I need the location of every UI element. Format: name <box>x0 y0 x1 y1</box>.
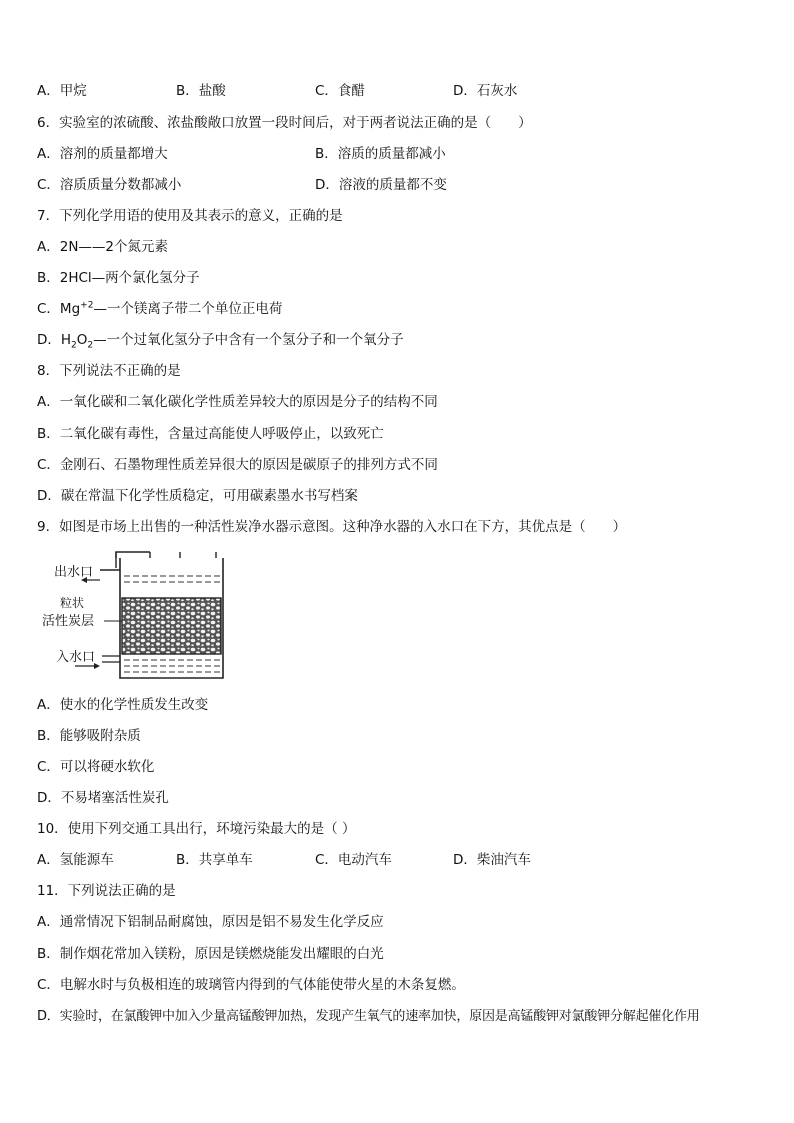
q5-option-d: D．石灰水 <box>453 83 518 99</box>
q7-option-a: A．2N——2个氮元素 <box>37 239 169 255</box>
outlet-label: 出水口 <box>54 565 94 580</box>
q9-option-c: C．可以将硬水软化 <box>37 759 155 775</box>
q7-option-b: B．2HCl—两个氯化氢分子 <box>37 270 200 286</box>
q8-option-c: C．金刚石、石墨物理性质差异很大的原因是碳原子的排列方式不同 <box>37 457 438 473</box>
q8-stem: 8．下列说法不正确的是 <box>37 363 181 379</box>
water-purifier-figure <box>40 548 240 688</box>
q7-c-charge: +2 <box>80 300 94 311</box>
q6-option-c: C．溶质质量分数都减小 <box>37 177 182 193</box>
q7-d-sub1: 2 <box>71 340 77 351</box>
q11-option-b: B．制作烟花常加入镁粉，原因是镁燃烧能发出耀眼的白光 <box>37 946 384 962</box>
q9-option-a: A．使水的化学性质发生改变 <box>37 697 209 713</box>
q7-d-mid: O <box>76 332 88 348</box>
q10-stem: 10．使用下列交通工具出行，环境污染最大的是（ ） <box>37 821 356 837</box>
q8-option-b: B．二氧化碳有毒性，含量过高能使人呼吸停止，以致死亡 <box>37 426 384 442</box>
q9-stem: 9．如图是市场上出售的一种活性炭净水器示意图。这种净水器的入水口在下方，其优点是（ ） <box>37 519 627 535</box>
q8-option-d: D．碳在常温下化学性质稳定，可用碳素墨水书写档案 <box>37 488 358 504</box>
q6-option-b: B．溶质的质量都减小 <box>315 146 446 162</box>
q10-option-c: C．电动汽车 <box>315 852 392 868</box>
q10-option-b: B．共享单车 <box>176 852 253 868</box>
q5-option-a: A．甲烷 <box>37 83 87 99</box>
q5-option-b: B．盐酸 <box>176 83 226 99</box>
q9-option-b: B．能够吸附杂质 <box>37 728 141 744</box>
q7-stem: 7．下列化学用语的使用及其表示的意义，正确的是 <box>37 208 343 224</box>
q10-option-a: A．氢能源车 <box>37 852 114 868</box>
q10-option-d: D．柴油汽车 <box>453 852 531 868</box>
q7-option-d <box>37 331 404 349</box>
q7-c-text: —一个镁离子带二个单位正电荷 <box>93 301 283 317</box>
q7-c-prefix: C．Mg <box>37 301 81 317</box>
q9-option-d: D．不易堵塞活性炭孔 <box>37 790 169 806</box>
q8-option-a: A．一氧化碳和二氧化碳化学性质差异较大的原因是分子的结构不同 <box>37 394 438 410</box>
activated-carbon-layer <box>122 598 221 654</box>
q11-option-a: A．通常情况下铝制品耐腐蚀，原因是铝不易发生化学反应 <box>37 914 384 930</box>
q6-stem: 6．实验室的浓硫酸、浓盐酸敞口放置一段时间后，对于两者说法正确的是（ ） <box>37 115 532 131</box>
inlet-label: 入水口 <box>56 650 96 665</box>
q6-option-d: D．溶液的质量都不变 <box>315 177 447 193</box>
q7-option-c <box>37 300 282 318</box>
layer-label-line1: 粒状 <box>60 596 85 610</box>
q6-option-a: A．溶剂的质量都增大 <box>37 146 168 162</box>
q5-option-c: C．食醋 <box>315 83 365 99</box>
q11-option-d: D．实验时，在氯酸钾中加入少量高锰酸钾加热，发现产生氧气的速率加快，原因是高锰酸钾对氯酸钾分解起催化作用 <box>37 1009 700 1024</box>
q7-d-sub2: 2 <box>87 340 94 351</box>
q11-stem: 11．下列说法正确的是 <box>37 883 176 899</box>
q11-option-c: C．电解水时与负极相连的玻璃管内得到的气体能使带火星的木条复燃。 <box>37 977 465 993</box>
q7-d-text: —一个过氧化氢分子中含有一个氢分子和一个氧分子 <box>93 332 404 348</box>
q7-d-prefix: D．H <box>37 332 72 348</box>
layer-label-line2: 活性炭层 <box>42 614 95 629</box>
